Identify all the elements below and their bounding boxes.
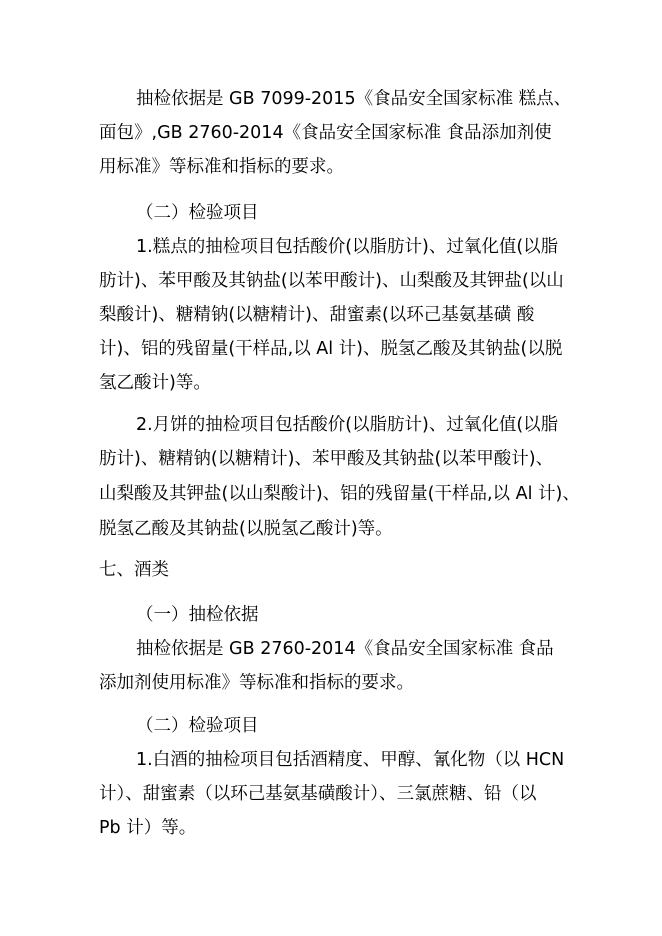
text-line-5: 1.糕点的抽检项目包括酸价(以脂肪计)、过氧化值(以脂 — [136, 237, 559, 257]
section-heading-inspection-items-2: （二）检验项目 — [136, 716, 259, 736]
section-heading-basis: （一）抽检依据 — [136, 605, 259, 625]
text-line-17: 添加剂使用标准》等标准和指标的要求。 — [99, 673, 414, 693]
text-line-7: 梨酸计)、糖精钠(以糖精计)、甜蜜素(以环己基氨基磺 酸 — [99, 305, 535, 325]
text-line-20: 计）、甜蜜素（以环己基氨基磺酸计）、三氯蔗糖、铅（以 — [99, 784, 537, 804]
text-line-19: 1.白酒的抽检项目包括酒精度、甲醇、氰化物（以 HCN — [136, 750, 565, 770]
text-line-13: 脱氢乙酸及其钠盐(以脱氢乙酸计)等。 — [99, 519, 393, 539]
chapter-heading-alcohol: 七、酒类 — [99, 560, 169, 580]
text-line-6: 肪计)、苯甲酸及其钠盐(以苯甲酸计)、山梨酸及其钾盐(以山 — [99, 271, 564, 291]
text-line-11: 肪计)、糖精钠(以糖精计)、苯甲酸及其钠盐(以苯甲酸计)、 — [99, 449, 554, 469]
text-line-2: 面包》,GB 2760-2014《食品安全国家标准 食品添加剂使 — [99, 123, 552, 143]
text-line-1: 抽检依据是 GB 7099-2015《食品安全国家标准 糕点、 — [136, 89, 572, 109]
section-heading-inspection-items-1: （二）检验项目 — [136, 203, 259, 223]
text-line-12: 山梨酸及其钾盐(以山梨酸计)、铝的残留量(干样品,以 Al 计)、 — [99, 484, 580, 504]
text-line-16: 抽检依据是 GB 2760-2014《食品安全国家标准 食品 — [136, 639, 554, 659]
text-line-8: 计)、铝的残留量(干样品,以 Al 计)、脱氢乙酸及其钠盐(以脱 — [99, 339, 563, 359]
text-line-9: 氢乙酸计)等。 — [99, 373, 211, 393]
text-line-21: Pb 计）等。 — [99, 818, 197, 838]
text-line-3: 用标准》等标准和指标的要求。 — [99, 157, 344, 177]
text-line-10: 2.月饼的抽检项目包括酸价(以脂肪计)、过氧化值(以脂 — [136, 415, 559, 435]
